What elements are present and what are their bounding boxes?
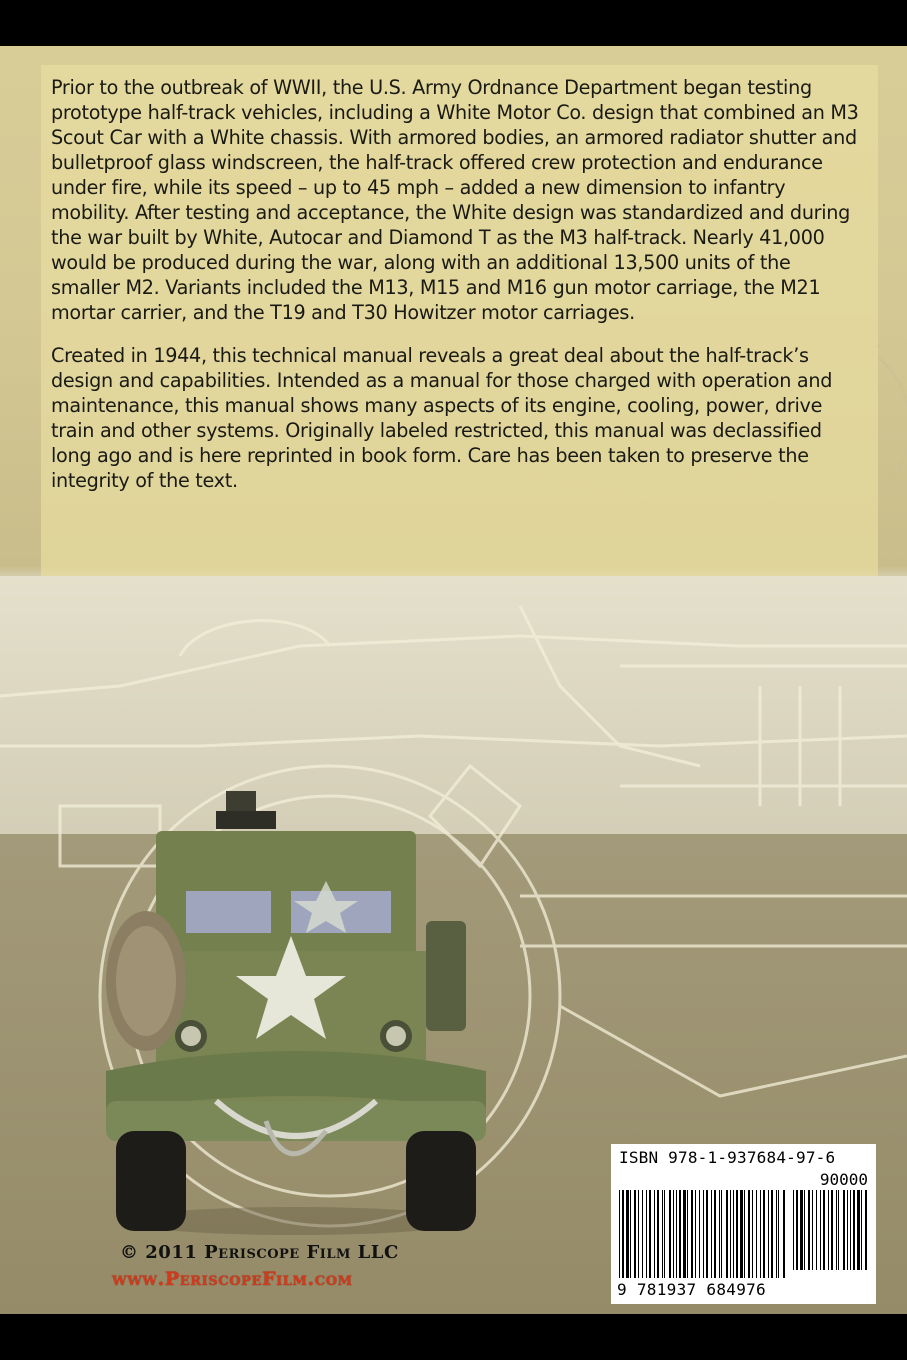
barcode-bars-main	[619, 1190, 789, 1282]
book-back-cover	[0, 46, 907, 1314]
half-track-vehicle-illustration	[96, 771, 496, 1241]
description-paragraph-2: Created in 1944, this technical manual reveals a great deal about the half-track’s design and capabilities. Intended as a manual for those charged with operation and maintenance, this manual shows many aspects of its engine, cooling, power, drive train and other systems. Originally labeled restricted, this manual was declassified long ago and is here reprinted in book form. Care has been taken to preserve the integrity of the text.	[51, 344, 833, 492]
barcode-bars-addon	[793, 1190, 869, 1282]
isbn-barcode	[611, 1144, 876, 1304]
description-paragraph-1: Prior to the outbreak of WWII, the U.S. Army Ordnance Department began testing prototype half-track vehicles, including a White Motor Co. design that combined an M3 Scout Car with a White chassis. With armored bodies, an armored radiator shutter and bulletproof glass windscreen, the half-track offered crew protection and endurance under fire, while its speed – up to 45 mph – added a new dimension to infantry mobility. After testing and acceptance, the White design was standardized and during the war built by White, Autocar and Diamond T as the M3 half-track. Nearly 41,000 would be produced during the war, along with an additional 13,500 units of the smaller M2. Variants included the M13, M15 and M16 gun motor carriage, the M21 mortar carrier, and the T19 and T30 Howitzer motor carriages.	[51, 76, 859, 324]
publisher-website: www.PeriscopeFilm.com	[112, 1268, 353, 1290]
copyright-notice: © 2011 Periscope Film LLC	[120, 1242, 399, 1263]
barcode-digits: 9 781937 684976	[617, 1280, 766, 1299]
description-panel	[41, 65, 878, 576]
isbn-label: ISBN 978-1-937684-97-6	[619, 1148, 836, 1167]
price-code: 90000	[819, 1170, 868, 1189]
